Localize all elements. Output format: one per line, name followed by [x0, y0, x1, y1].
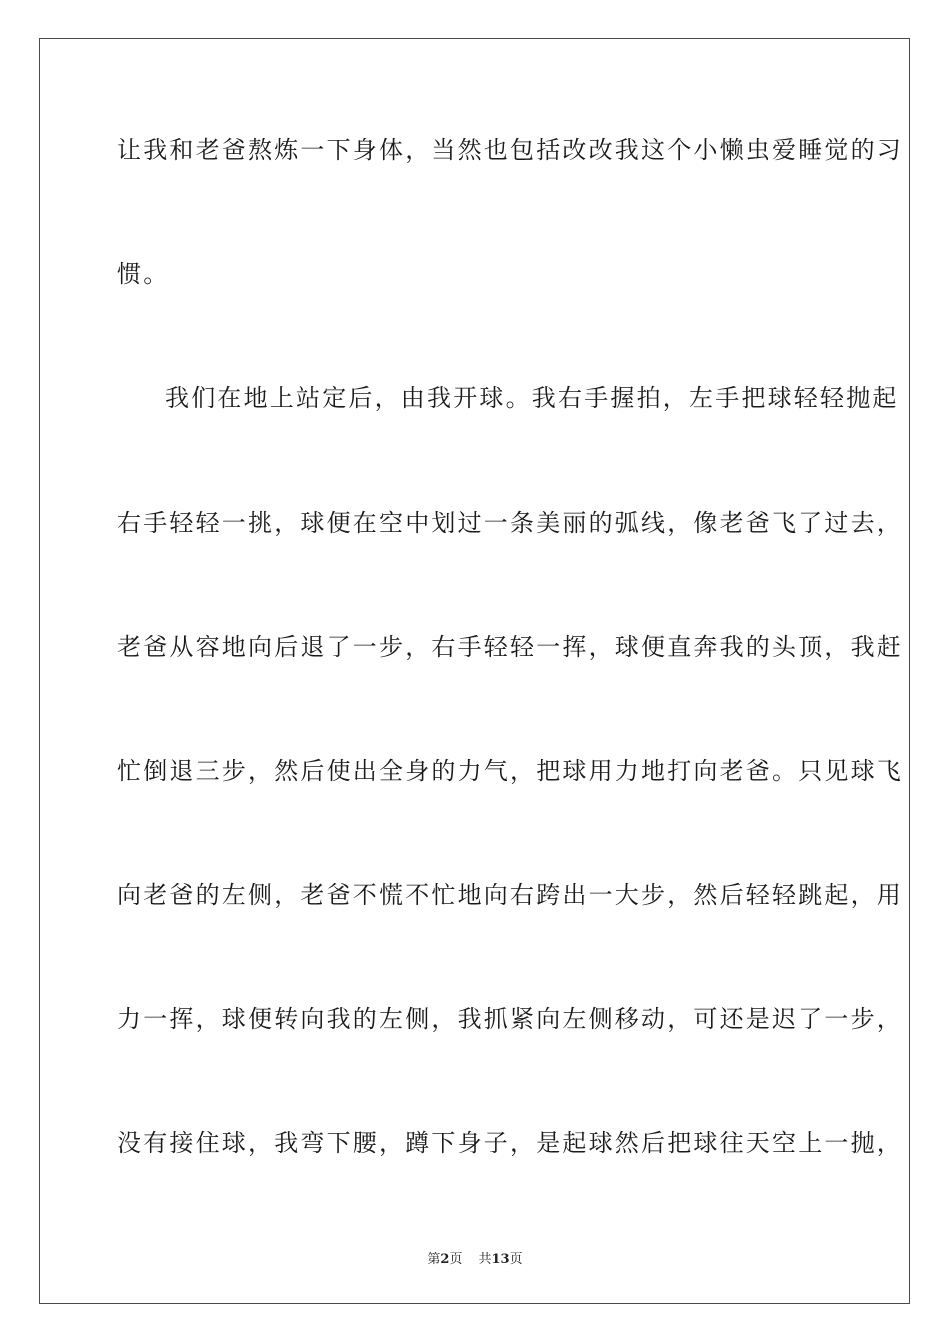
text-line-3: 我们在地上站定后，由我开球。我右手握拍，左手把球轻轻抛起	[165, 384, 899, 412]
page-suffix: 页	[449, 1252, 463, 1267]
total-prefix: 共	[478, 1252, 492, 1267]
page-prefix: 第	[427, 1252, 441, 1267]
text-line-6: 忙倒退三步，然后使出全身的力气，把球用力地打向老爸。只见球飞	[117, 757, 903, 785]
total-suffix: 页	[509, 1252, 523, 1267]
text-line-9: 没有接住球，我弯下腰，蹲下身子，是起球然后把球往天空上一抛，	[117, 1129, 903, 1157]
page-border	[39, 38, 910, 1304]
text-line-7: 向老爸的左侧，老爸不慌不忙地向右跨出一大步，然后轻轻跳起，用	[117, 881, 903, 909]
total-page-number: 13	[491, 1252, 510, 1267]
text-line-4: 右手轻轻一挑，球便在空中划过一条美丽的弧线，像老爸飞了过去，	[117, 509, 903, 537]
text-line-1: 让我和老爸熬炼一下身体，当然也包括改改我这个小懒虫爱睡觉的习	[117, 136, 903, 164]
text-line-2: 惯。	[117, 260, 170, 288]
page-footer	[0, 1248, 950, 1267]
current-page-number: 2	[440, 1252, 450, 1267]
text-line-8: 力一挥，球便转向我的左侧，我抓紧向左侧移动，可还是迟了一步，	[117, 1005, 903, 1033]
text-line-5: 老爸从容地向后退了一步，右手轻轻一挥，球便直奔我的头顶，我赶	[117, 633, 903, 661]
